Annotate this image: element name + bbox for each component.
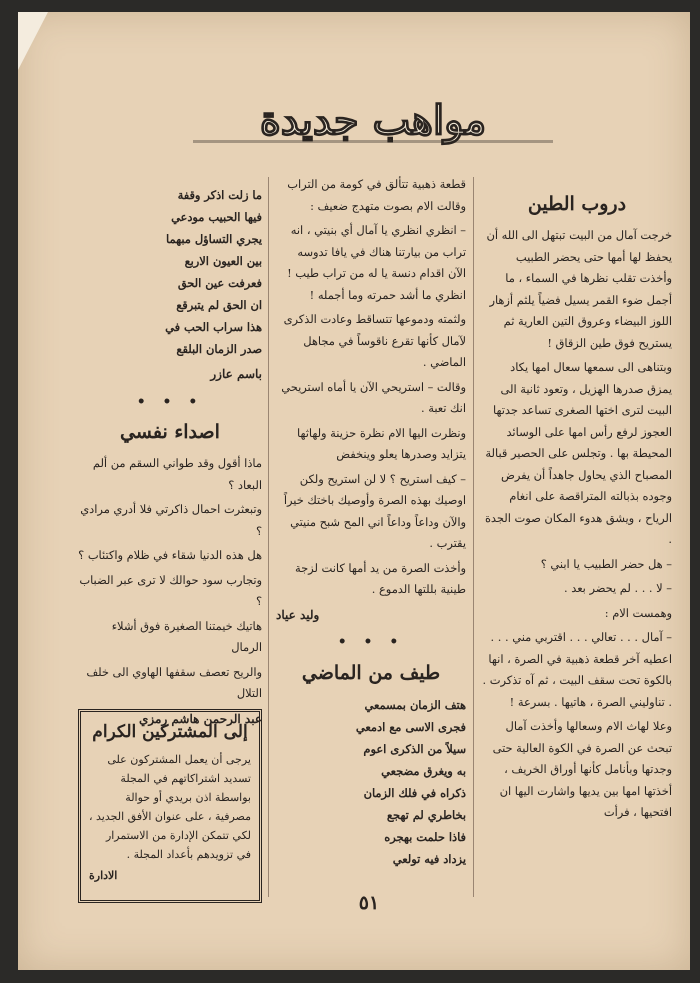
- separator-dots: • • •: [136, 393, 204, 410]
- story-paragraph: وقالت – استريحي الآن يا أماه استريحي انك تعبة .: [281, 379, 466, 415]
- header-rule: [193, 140, 553, 143]
- story-paragraph: قطعة ذهبية تتألق في كومة من التراب وقالت الام بصوت متهدج ضعيف :: [287, 177, 466, 213]
- poem-author: باسم عازر: [210, 367, 262, 381]
- story-paragraph: – انظري انظري يا آمال أي بنيتي ، انه تراب من بيارتنا هناك في يافا تدوسه الآن اقدام دنسة يا له من تراب طيب ! انظري ما أشد حمرته وما أجمله !: [287, 223, 466, 302]
- poem-title: طيف من الماضي: [301, 661, 441, 684]
- poem-title: اصداء نفسي: [120, 421, 220, 443]
- story-paragraph: ونظرت اليها الام نظرة حزينة ولهاثها يتزايد وصدرها يعلو وينخفض: [296, 425, 466, 461]
- poem-line: هل هذه الدنيا شقاء في ظلام واكتئاب ؟: [78, 548, 262, 562]
- story-paragraph: وأخذت الصرة من يد أمها كانت لزجة طينية بللتها الدموع .: [295, 560, 466, 596]
- poem-line: فجرى الاسى مع ادمعي: [355, 719, 466, 734]
- poem-line: يجري التساؤل مبهما: [166, 232, 262, 246]
- poem-line: فعرفت عين الحق: [177, 276, 262, 290]
- poem-author: عبد الرحمن هاشم رمزي: [139, 711, 262, 726]
- story-paragraph: وهمست الام :: [604, 605, 672, 620]
- story-paragraph: ولثمته ودموعها تتساقط وعادت الذكرى لآمال كأنها تقرع ناقوساً في مجاهل الماضي .: [283, 312, 466, 369]
- poem-verse: [78, 184, 262, 360]
- separator-dots: • • •: [337, 634, 405, 650]
- notice-heading: إلى المشتركين الكرام: [92, 722, 248, 742]
- poem-line: بين العيون الاربع: [184, 254, 262, 268]
- middle-column: [276, 174, 466, 870]
- poem-line: بخاطري لم تهجع: [386, 807, 466, 822]
- poem-line: سيلاً من الذكرى اعوم: [363, 741, 466, 756]
- poem-line: هتف الزمان بمسمعي: [364, 697, 466, 712]
- right-column: [482, 187, 672, 827]
- poem-line: يزداد فيه تولعي: [392, 851, 466, 866]
- poem-line: ذكراه في فلك الزمان: [363, 785, 466, 800]
- poem-line: ان الحق لم يتبرقع: [176, 298, 262, 312]
- story-paragraph: – هل حضر الطبيب يا ابني ؟: [540, 556, 672, 571]
- subscriber-notice: [78, 709, 262, 903]
- column-divider-right: [473, 177, 474, 897]
- poem-line: هاتيك خيمتنا الصغيرة فوق أشلاء الرمال: [111, 618, 262, 654]
- poem-line: ماذا أقول وقد طواني السقم من ألم البعاد ؟: [92, 456, 262, 492]
- poem-line: والريح تعصف سقفها الهاوي الى خلف التلال: [86, 664, 262, 700]
- story-author: وليد عياد: [276, 607, 320, 622]
- folded-corner: [18, 12, 48, 70]
- poem-line: وتبعثرت احمال ذاكرتي فلا أدري مرادي ؟: [80, 502, 262, 538]
- story-paragraph: – آمال . . . تعالي . . . اقتربي مني . . . اعطيه آخر قطعة ذهبية في الصرة ، انها بالكوة تحت سقف البيت ، ثم آه تذكرت . . تناوليني الصرة ، هاتيها . بسرعة !: [482, 630, 672, 709]
- column-divider-left: [268, 177, 269, 897]
- poem-line: وتجارب سود حوالك لا ترى عبر الضباب ؟: [79, 572, 262, 608]
- story-paragraph: – كيف استريح ؟ لا لن استريح ولكن اوصيك بهذه الصرة وأوصيك باختك خيراً والآن وداعاً وداعاً اني المح شبح منيتي يقترب .: [283, 471, 466, 550]
- poem-line: فاذا حلمت بهجره: [384, 829, 466, 844]
- section-header: [173, 90, 573, 160]
- story-paragraph: وعلا لهاث الام وسعالها وأخذت آمال تبحث عن الصرة في الكوة العالية حتى وجدتها وبأنامل كأنها أوراق الخريف ، أخذتها امها بين يديها واشارت اليها ان افتحيها ، فرأت: [492, 719, 672, 819]
- poem-line: فيها الحبيب مودعي: [171, 210, 262, 224]
- story-title: دروب الطين: [527, 193, 627, 215]
- story-paragraph: – لا . . . لم يحضر بعد .: [563, 581, 672, 595]
- left-column: [78, 184, 262, 730]
- story-paragraph: وبتناهى الى سمعها سعال امها يكاد يمزق صدرها الهزيل ، وتعود ثانية الى البيت لترى اختها الصغرى تساعد جدتها العجوز لرفع رأس امها على الوسائد المحيطة بها . وتجلس على الحصير قبالة المصباح الذي يحاول جاهداً أن يفرض وجوده بذبالته المتراقصة على انغام الرياح ، ويشق هدوء المكان صوت الجدة .: [484, 360, 672, 546]
- notice-body: يرجى أن يعمل المشتركون على تسديد اشتراكاتهم في المجلة بواسطة اذن بريدي أو حوالة مصرفية ، على عنوان الأفق الجديد ، لكي تتمكن الإدارة من الاستمرار في تزويدهم بأعداد المجلة .: [88, 753, 251, 861]
- poem-line: ما زلت اذكر وقفة: [177, 188, 262, 202]
- story-paragraph: خرجت آمال من البيت تبتهل الى الله أن يحفظ لها أمها حتى يحضر الطبيب وأخذت تقلب نظرها في السماء ، ما أجمل ضوء القمر يسيل فضياً يلثم أزهار اللوز البيضاء وعروق التين العارية ثم يستريح فوق طين الزقاق !: [486, 228, 672, 350]
- poem-line: به ويغرق مضجعي: [381, 763, 466, 778]
- notice-signature: الادارة: [89, 869, 118, 882]
- poem-verse: [276, 694, 466, 870]
- section-title: مواهب جديدة: [259, 97, 487, 144]
- poem-line: صدر الزمان البلقع: [176, 342, 262, 356]
- magazine-page: [18, 12, 690, 970]
- poem-line: هذا سراب الحب في: [165, 320, 262, 334]
- page-number: ٥١: [358, 892, 380, 914]
